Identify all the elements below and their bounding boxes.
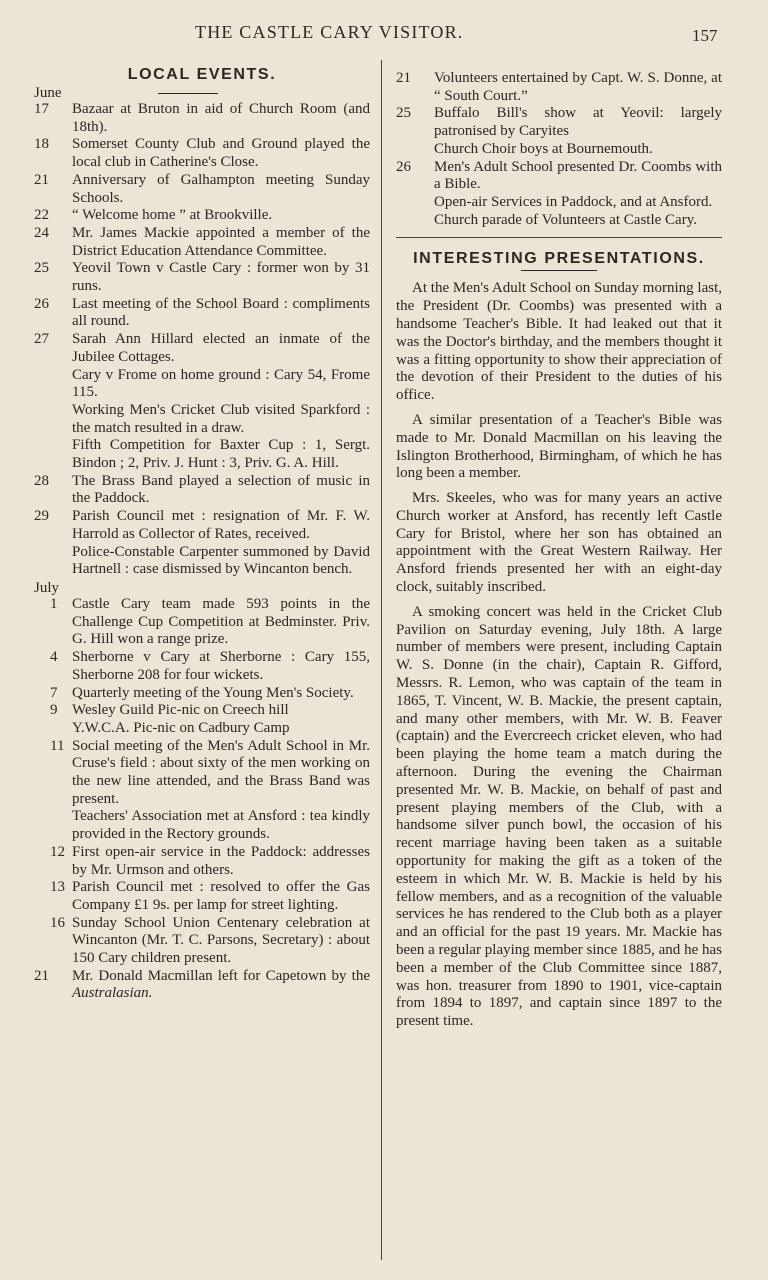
event-text	[72, 136, 370, 171]
event-entry	[34, 331, 370, 473]
page-number: 157	[692, 26, 718, 45]
event-line: The Brass Band played a selection of music in the Paddock.	[72, 472, 370, 507]
event-entry	[34, 207, 370, 225]
event-day: 28	[34, 472, 49, 489]
event-entry	[34, 879, 370, 914]
event-line: Open-air Services in Paddock, and at Ansford.	[434, 193, 713, 210]
event-text	[72, 596, 370, 649]
event-line: Volunteers entertained by Capt. W. S. Donne, at “ South Court.”	[434, 70, 722, 104]
section-divider	[396, 237, 722, 238]
event-day: 17	[34, 101, 49, 117]
event-day: 11	[50, 737, 65, 754]
page-header	[0, 20, 768, 46]
event-day: 26	[396, 158, 411, 175]
event-day: 25	[34, 260, 49, 277]
event-text	[72, 172, 370, 207]
event-text	[72, 260, 370, 295]
event-line: Quarterly meeting of the Young Men's Society.	[72, 684, 354, 701]
presentations-title: INTERESTING PRESENTATIONS.	[413, 250, 705, 268]
event-entry	[34, 225, 370, 260]
month-heading	[34, 86, 370, 101]
event-text	[72, 844, 370, 879]
event-line: Sunday School Union Centenary celebration at Wincanton (Mr. T. C. Parsons, Secretary) : about 150 Cary children present.	[72, 914, 370, 967]
event-line: Sherborne v Cary at Sherborne : Cary 155, Sherborne 208 for four wickets.	[72, 649, 370, 683]
event-day: 7	[50, 684, 58, 701]
event-entry	[34, 844, 370, 879]
event-day: 25	[396, 105, 411, 122]
event-day: 9	[50, 702, 58, 719]
local-events-title: LOCAL EVENTS.	[127, 66, 277, 83]
local-events-column	[34, 66, 370, 1003]
event-line: “ Welcome home ” at Brookville.	[72, 207, 273, 224]
event-text	[434, 159, 722, 230]
event-entry	[34, 260, 370, 295]
event-text	[72, 685, 370, 703]
event-day: 18	[34, 136, 49, 153]
event-day: 26	[34, 295, 49, 312]
event-text	[72, 738, 370, 844]
presentation-paragraph: Mrs. Skeeles, who was for many years an active Church worker at Ansford, has recently left Castle Cary for Bristol, where her son has obtained an appointment with the Great Western Railway. Her Ansford friends presented her with an eight-day clock, suitably inscribed.	[396, 490, 722, 596]
month-label: July	[34, 579, 60, 596]
event-day: 21	[396, 70, 411, 86]
event-entry	[34, 738, 370, 844]
event-entry	[34, 649, 370, 684]
event-line: Fifth Competition for Baxter Cup : 1, Sergt. Bindon ; 2, Priv. J. Hunt : 3, Priv. G. A. Hill.	[72, 437, 370, 472]
presentation-paragraph: A similar presentation of a Teacher's Bible was made to Mr. Donald Macmillan on his leaving the Islington Brotherhood, Birmingham, of which he has long been a member.	[396, 411, 722, 482]
event-text	[434, 105, 722, 158]
event-text	[72, 101, 370, 136]
event-line: Mr. James Mackie appointed a member of the District Education Attendance Committee.	[72, 224, 370, 259]
event-day: 27	[34, 331, 49, 348]
event-day: 22	[34, 207, 49, 224]
event-day: 29	[34, 508, 49, 525]
event-day: 21	[34, 967, 49, 984]
title-underline	[158, 93, 218, 94]
right-column	[396, 70, 722, 1038]
event-line: Y.W.C.A. Pic-nic on Cadbury Camp	[72, 719, 290, 736]
event-entry	[396, 70, 722, 105]
event-line: Social meeting of the Men's Adult School in Mr. Cruse's field : about sixty of the men working on the new line attended, and the Brass Band was present.	[72, 737, 370, 807]
event-text	[72, 207, 370, 225]
event-line: Teachers' Association met at Ansford : tea kindly provided in the Rectory grounds.	[72, 808, 370, 843]
event-entry	[34, 296, 370, 331]
local-events-list	[34, 86, 370, 968]
event-text	[72, 702, 370, 737]
event-line: First open-air service in the Paddock: addresses by Mr. Urmson and others.	[72, 843, 370, 878]
continued-events-list	[396, 70, 722, 229]
event-line: Bazaar at Bruton in aid of Church Room (and 18th).	[72, 101, 370, 135]
event-text	[72, 331, 370, 473]
event-entry	[34, 968, 370, 1003]
event-text	[72, 879, 370, 914]
month-label: June	[34, 85, 62, 101]
event-day: 4	[50, 649, 58, 666]
event-entry	[396, 105, 722, 158]
column-divider	[381, 60, 382, 1260]
event-line: Wesley Guild Pic-nic on Creech hill	[72, 702, 289, 719]
event-entry	[34, 685, 370, 703]
event-entry	[34, 508, 370, 579]
event-day: 1	[50, 595, 58, 612]
event-line: Cary v Frome on home ground : Cary 54, Frome 115.	[72, 366, 370, 401]
event-entry	[34, 172, 370, 207]
event-text	[434, 70, 722, 105]
event-entry	[34, 702, 370, 737]
presentation-paragraph: A smoking concert was held in the Cricket Club Pavilion on Saturday evening, July 18th. A large number of members were present, including Captain W. S. Donne (in the chair), Captain R. Gifford, Messrs. R. Lemon, who was captain of the team in 1865, T. Vincent, W. B. Mackie, the present captain, and many other members, with Mr. W. B. Feaver (captain) and the Evercreech cricket eleven, who had been playing the home team a match during the afternoon. During the evening the Chairman presented Mr. W. B. Mackie, on behalf of past and present playing members of the Club, with a handsome silver punch bowl, the occasion of his recent marriage having been taken as a suitable opportunity for making the gift as a token of the esteem in which Mr. W. B. Mackie is held by his fellow members, and as a recognition of the valuable services he has rendered to the Club both as a player and an official for the past 19 years. Mr. Mackie has been a regular playing member since 1885, and he has been a member of the Club Committee since 1887, was hon. treasurer from 1890 to 1901, vice-captain from 1894 to 1897, and captain since 1897 to the present time.	[396, 603, 722, 1030]
event-day: 24	[34, 224, 49, 241]
title-underline	[521, 270, 597, 271]
event-line: Anniversary of Galhampton meeting Sunday Schools.	[72, 171, 370, 206]
event-entry	[34, 473, 370, 508]
month-heading	[34, 581, 370, 596]
event-line: Castle Cary team made 593 points in the Challenge Cup Competition at Bedminster. Priv. G. Hill won a range prize.	[72, 595, 370, 648]
event-text	[72, 508, 370, 579]
event-line: Church Choir boys at Bournemouth.	[434, 140, 653, 157]
presentations-body	[396, 280, 722, 1031]
event-entry	[34, 136, 370, 171]
ship-name: Australasian.	[72, 985, 153, 1002]
event-entry	[34, 101, 370, 136]
event-text	[72, 225, 370, 260]
running-title: THE CASTLE CARY VISITOR.	[195, 22, 464, 42]
event-text	[72, 473, 370, 508]
event-day: 16	[50, 914, 65, 931]
event-line: Last meeting of the School Board : compliments all round.	[72, 295, 370, 330]
event-line: Church parade of Volunteers at Castle Cary.	[434, 211, 697, 228]
event-line: Parish Council met : resignation of Mr. F. W. Harrold as Collector of Rates, received.	[72, 508, 370, 542]
event-text: Mr. Donald Macmillan left for Capetown by the Australasian.	[72, 967, 370, 1002]
event-line: Men's Adult School presented Dr. Coombs with a Bible.	[434, 158, 722, 193]
event-day: 13	[50, 879, 65, 896]
event-day: 12	[50, 843, 65, 860]
event-line: Parish Council met : resolved to offer the Gas Company £1 9s. per lamp for street lighting.	[72, 879, 370, 913]
event-entry	[34, 596, 370, 649]
event-text	[72, 296, 370, 331]
event-entry	[34, 915, 370, 968]
event-entry	[396, 159, 722, 230]
event-line: Yeovil Town v Castle Cary : former won by 31 runs.	[72, 260, 370, 295]
event-line: Working Men's Cricket Club visited Sparkford : the match resulted in a draw.	[72, 401, 370, 436]
event-text	[72, 915, 370, 968]
event-day: 21	[34, 171, 49, 188]
event-line: Buffalo Bill's show at Yeovil: largely patronised by Caryites	[434, 105, 722, 140]
event-line: Police-Constable Carpenter summoned by David Hartnell : case dismissed by Wincanton bench.	[72, 543, 370, 578]
event-line: Somerset County Club and Ground played the local club in Catherine's Close.	[72, 136, 370, 171]
presentation-paragraph: At the Men's Adult School on Sunday morning last, the President (Dr. Coombs) was presented with a handsome Teacher's Bible. It had leaked out that it was the Doctor's birthday, and the members thought it was a fitting opportunity to show their appreciation of the devotion of their President to the duties of his office.	[396, 280, 722, 404]
event-text	[72, 649, 370, 684]
event-line: Sarah Ann Hillard elected an inmate of the Jubilee Cottages.	[72, 331, 370, 365]
